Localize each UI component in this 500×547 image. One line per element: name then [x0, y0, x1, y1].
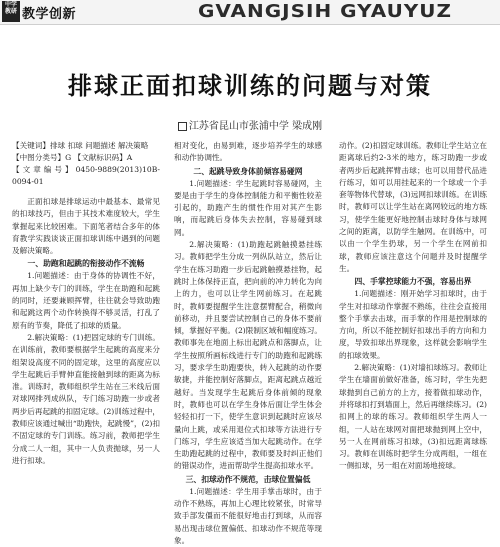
paragraph: 1.问题描述：由于身体的协调性不好，再加上缺少专门的训练，学生在助跑和起跳的同时，还要兼顾挥臂，往往就会导致助跑和起跳这两个动作转换得不够灵活，打乱了原有的节奏，降低了扣球的质量。	[12, 271, 160, 330]
classification: 【中图分类号】G 【文献标识码】A	[12, 153, 133, 162]
paragraph: 2.解决策略：(1)把固定球的专门训练。在训练前，教师要根据学生起跳的高度来分组架设高度不同的固定球，这里的高度应以学生起跳后手臂伸直能接触到球的距离为标准。训练时，教师组织学生站在三米线后面对球网排列成纵队，专门练习助跑一步或者两步后再起跳的扣固定球。(2)训练过程中，教师应该通过喊出“助跑快，起跳慢”，(2)扣不固定球的专门训练。练习前，教师把学生分成二人一组，其中一人负责抛球，另一人进行扣球。	[12, 332, 160, 465]
paragraph: 1.问题描述：学生用手掌击球时，由于动作不熟练，再加上心理比较紧张，时常导致手部发僵而不能很好地击打到球，从而容易出现击球位置偏低、扣球动作不规范等现象。	[174, 486, 322, 545]
author-line	[0, 117, 500, 132]
article-number: 【文章编号】0450-9889(2013)10B-0094-01	[12, 165, 160, 186]
journal-logo	[2, 1, 20, 22]
journal-header	[0, 0, 500, 25]
paragraph: 2.解决策略：(1)对墙扣球练习。教师让学生在墙面前做好准备，练习时，学生先把球抛到自己前方的上方，接着做扣球动作，并将球扣打到墙面上，然后再继续练习。(2)扣网上的球的练习。教师组织学生两人一组，一人站在球网对面把球抛到网上空中，另一人在网前练习扣球，(3)扣远距离球练习。教师在训练时把学生分成两组，一组在一侧扣球，另一组在对面场地接球。	[339, 363, 487, 471]
column-1	[12, 140, 160, 507]
keywords: 【关键词】排球 扣球 问题描述 解决策略	[12, 141, 149, 150]
section-heading-2: 二、起跳导致身体前倾容易碰网	[193, 166, 303, 176]
paragraph: 动作。(2)扣固定球训练。教师让学生站立在距离球后约2-3米的地方，练习助跑一步或者两步后起跳挥臂击球；也可以用替代品进行练习，如可以用挂起来的一个球或一个手套等物体代替球，(3)远网扣球训练。在训练时，教师可以让学生站在离网较远的地方练习，使学生能更好地控制击球时身体与球网之间的距离，以防学生触网。在训练中，可以由一个学生扔球，另一个学生在网前扣球，教师应该注意这个问题并及时提醒学生。	[339, 141, 487, 273]
column-3	[339, 140, 487, 507]
column-2	[174, 140, 322, 545]
section-pinyin: GVANGJSIH GYAUYUZ	[198, 0, 453, 22]
logo-line-2: 教研	[4, 8, 17, 15]
paragraph: 1.问题描述：刚开始学习扣球时，由于学生对扣球动作掌握不熟练，往往会直接用整个手掌去击球，而手掌的作用是控制球的方向，所以不能控制好扣球出手的方向和力度，导致扣球出界现象，这样就会影响学生的扣球效果。	[339, 289, 487, 360]
paragraph: 相对变化，由易到难，逐步培养学生的球感和动作协调性。	[174, 141, 322, 163]
author-text: 江苏省昆山市张浦中学 梁成刚	[188, 121, 323, 132]
section-heading-1: 一、助跑和起跳的衔接动作不流畅	[27, 259, 145, 269]
paragraph: 1.问题描述：学生起跳时容易碰网，主要是由于学生的身体控制能力和平衡性较差引起的，助跑产生的惯性作用对其产生影响，而起跳后身体失去控制，容易碰到球网。	[174, 178, 322, 237]
section-title: 教学创新	[22, 7, 77, 22]
spacer	[12, 188, 160, 196]
article-title: 排球正面扣球训练的问题与对策	[68, 71, 432, 100]
square-bullet-icon	[178, 122, 187, 131]
logo-line-1: 中学	[4, 1, 17, 8]
paragraph: 2.解决策略：(1)助跑起跳触摸悬挂练习。教师把学生分成一列纵队站立，然后让学生在练习助跑一步后起跳触摸悬挂物，起跳时上体保持正直，把向前的冲力转化为向上的力，也可以让学生网前练习。在起跳时，教师要提醒学生注意摆臂配合，稍微向前移动，并且要尝试控制自己的身体不要前倾，掌握好平衡。(2)限制区域和幅度练习。教师事先在地面上标出起跳点和落脚点，让学生按照所画标线进行专门的助跑和起跳练习，要求学生助跑要快，转入起跳的动作要敏捷，并能控制好落脚点，距离起跳点越近越好。当发现学生起跳后身体前倾的现象时，教师也可以在学生身体后面让学生体会轻轻扣打一下，使学生意识到起跳时应该尽量向上跳，或采用退位式扣球等方法进行专门练习，学生应该适当加大起跳动作。在学生助跑起跳的过程中，教师要及时纠正他们的错误动作，进而帮助学生提高扣球水平。	[174, 240, 322, 471]
section-heading-3: 三、扣球动作不规范，击球位置偏低	[185, 474, 311, 484]
section-heading-4: 四、手掌控球能力不强，容易出界	[354, 277, 472, 287]
intro-paragraph: 正面扣球是排球运动中最基本、最常见的扣球技巧，但由于其技术难度较大，学生掌握起来比较困难。下面笔者结合多年的体育教学实践谈谈正面扣球训练中遇到的问题及解决策略。	[12, 197, 160, 256]
